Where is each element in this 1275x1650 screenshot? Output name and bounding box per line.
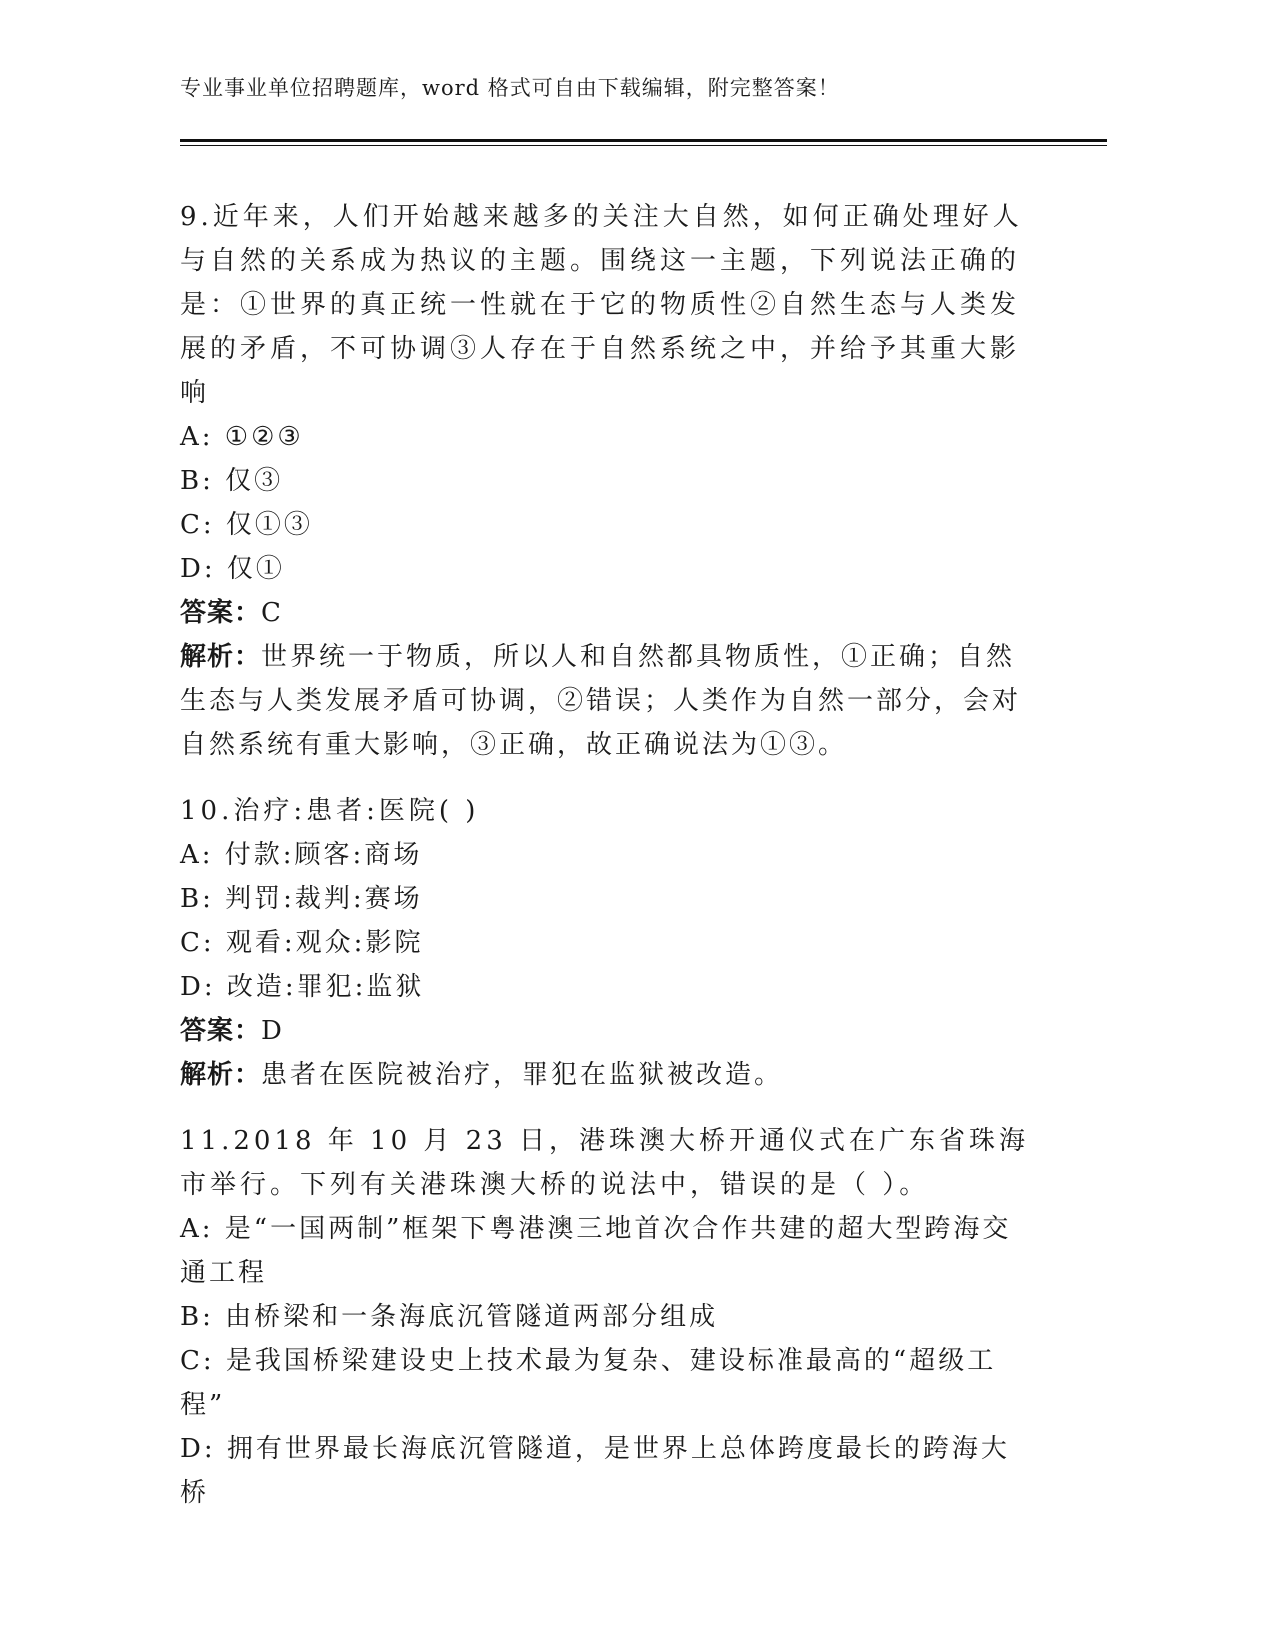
question-9 — [180, 195, 1030, 767]
option-d: D: 改造:罪犯:监狱 — [180, 972, 425, 1002]
header-rule-thin — [180, 145, 1107, 146]
answer-line — [180, 591, 1030, 635]
answer-label: 答案： — [180, 598, 262, 628]
analysis-text: 患者在医院被治疗，罪犯在监狱被改造。 — [261, 1060, 784, 1090]
analysis-label: 解析： — [180, 642, 262, 672]
question-stem: 11.2018 年 10 月 23 日，港珠澳大桥开通仪式在广东省珠海市举行。下列有关港珠澳大桥的说法中，错误的是（ ）。 — [180, 1126, 1030, 1200]
option-d: D: 仅① — [180, 554, 285, 584]
option-b: B: 由桥梁和一条海底沉管隧道两部分组成 — [180, 1302, 719, 1332]
option-a: A: 付款:顾客:商场 — [180, 840, 423, 870]
answer-line — [180, 1009, 1030, 1053]
analysis-text: 世界统一于物质，所以人和自然都具物质性，①正确；自然生态与人类发展矛盾可协调，②错误；人类作为自然一部分，会对自然系统有重大影响，③正确，故正确说法为①③。 — [180, 642, 1022, 760]
question-stem: 10.治疗:患者:医院( ) — [180, 796, 480, 826]
option-b: B: 仅③ — [180, 466, 284, 496]
analysis-line — [180, 1053, 1030, 1097]
answer-label: 答案： — [180, 1016, 262, 1046]
page-header: 专业事业单位招聘题库，word 格式可自由下载编辑，附完整答案！ — [180, 76, 840, 100]
answer-value: C — [261, 598, 284, 628]
option-c: C: 仅①③ — [180, 510, 313, 540]
question-11 — [180, 1119, 1030, 1515]
option-b: B: 判罚:裁判:赛场 — [180, 884, 423, 914]
option-a: A: 是“一国两制”框架下粤港澳三地首次合作共建的超大型跨海交通工程 — [180, 1214, 1012, 1288]
option-d: D: 拥有世界最长海底沉管隧道，是世界上总体跨度最长的跨海大桥 — [180, 1434, 1010, 1508]
answer-value: D — [261, 1016, 285, 1046]
analysis-label: 解析： — [180, 1060, 262, 1090]
analysis-line — [180, 635, 1030, 767]
question-list — [180, 195, 1030, 1537]
option-c: C: 观看:观众:影院 — [180, 928, 424, 958]
option-a: A: ①②③ — [180, 422, 304, 452]
question-stem: 9.近年来，人们开始越来越多的关注大自然，如何正确处理好人与自然的关系成为热议的主题。围绕这一主题，下列说法正确的是：①世界的真正统一性就在于它的物质性②自然生态与人类发展的矛盾，不可协调③人存在于自然系统之中，并给予其重大影响 — [180, 202, 1023, 408]
question-10 — [180, 789, 1030, 1097]
header-rule-thick — [180, 139, 1107, 142]
option-c: C: 是我国桥梁建设史上技术最为复杂、建设标准最高的“超级工程” — [180, 1346, 997, 1420]
